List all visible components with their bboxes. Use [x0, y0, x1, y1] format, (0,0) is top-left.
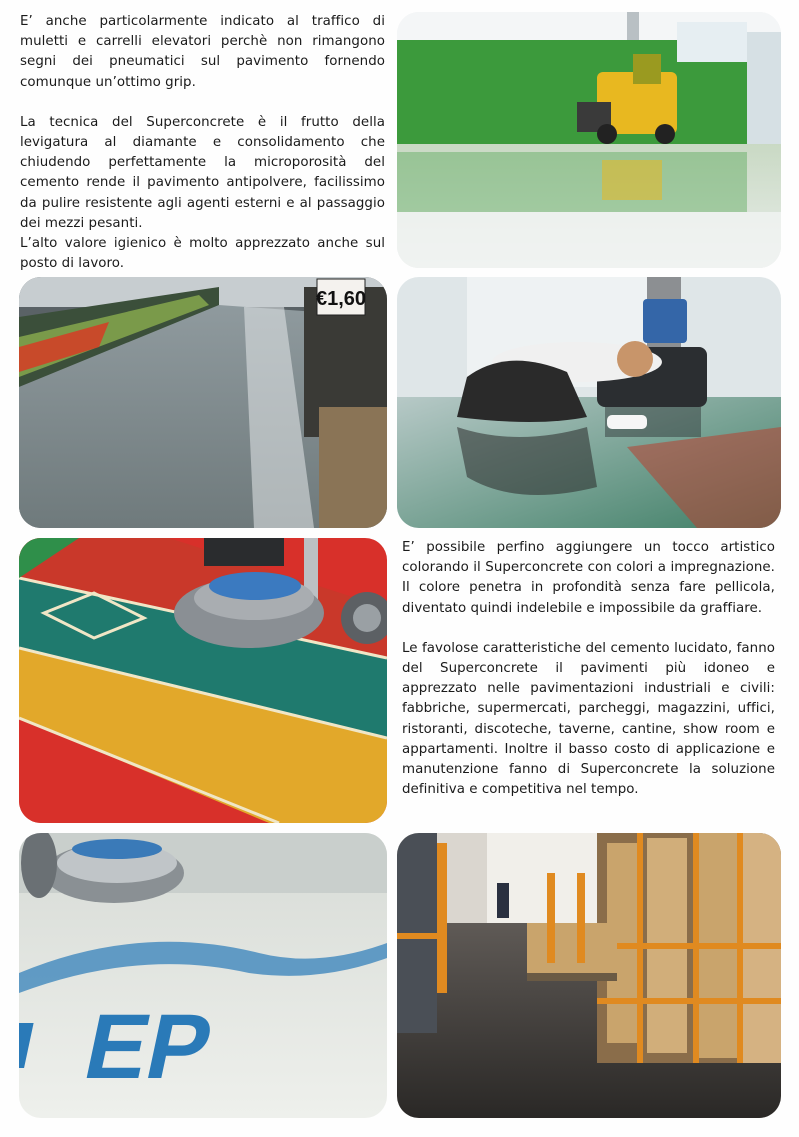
paragraph-forklift: E’ anche particolarmente indicato al traffico di muletti e carrelli elevatori perchè non rimangono segni dei pneumatici sul pavimento fornendo comunque un’ottimo grip.: [20, 14, 385, 90]
photo-floor-logo: [19, 833, 387, 1118]
price-sign-text: €1,60: [315, 288, 367, 310]
right-shelving: [597, 833, 781, 1063]
photo-colored-floor: [19, 538, 387, 823]
paragraph-artistic-color: E’ possibile perfino aggiungere un tocco artistico colorando il Superconcrete con colori a impregnazione. Il colore penetra in profondità senza fare pellicola, diventato quindi indelebile e impossibile da graffiare.: [402, 540, 775, 616]
intro-text-block: [20, 12, 385, 274]
paragraph-technique: La tecnica del Superconcrete è il frutto della levigatura al diamante e consolidamento che chiudendo perfettamente la microporosità del cemento rende il pavimento antipolvere, facilissimo da pulire resistente agli agenti esterni e al passaggio dei mezzi pesanti.: [20, 114, 385, 231]
features-text-block: [402, 538, 775, 800]
paragraph-applications: Le favolose caratteristiche del cemento lucidato, fanno del Superconcrete il pavimenti più idoneo e apprezzato nelle pavimentazioni industriali e civili: fabbriche, supermercati, parcheggi, magazzini, uffici, ristoranti, discoteche, taverne, cantine, show room e appartamenti. Inoltre il basso costo di applicazione e manutenzione fanno di Superconcrete la soluzione definitiva e competitiva nel tempo.: [402, 640, 775, 798]
floor-logo-text: EP: [76, 994, 221, 1098]
photo-floor-cleaner-green-hall: [397, 12, 781, 268]
pallet-of-boxes: [527, 923, 617, 981]
paragraph-hygiene: L’alto valore igienico è molto apprezzato anche sul posto di lavoro.: [20, 236, 385, 272]
photo-worker-polishing: [397, 277, 781, 528]
photo-supermarket-aisle: [19, 277, 387, 528]
photo-warehouse: [397, 833, 781, 1118]
